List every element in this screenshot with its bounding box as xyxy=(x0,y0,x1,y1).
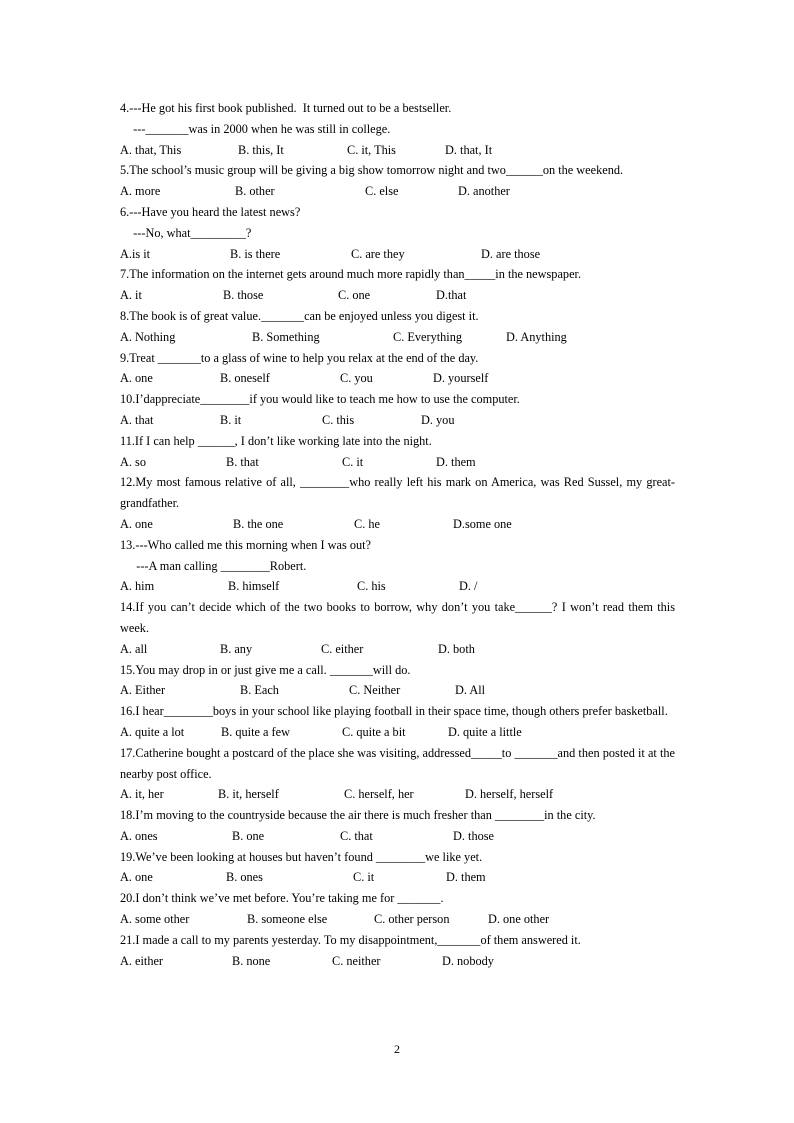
option-d: D. All xyxy=(455,683,486,698)
question-4-reply: ---_______was in 2000 when he was still in college. xyxy=(127,121,391,136)
question-14-stem: 14.If you can’t decide which of the two books to borrow, why don’t you take______? I won’t read them this week. xyxy=(120,600,679,635)
question-12-stem: 12.My most famous relative of all, ________who really left his mark on America, was Red Sussel, my great-grandfather. xyxy=(120,475,675,511)
option-d: D. Anything xyxy=(506,329,567,344)
option-b: B. one xyxy=(232,828,265,843)
option-a: A. one xyxy=(120,371,153,386)
option-c: C. Everything xyxy=(393,329,462,344)
question-10 xyxy=(120,389,675,431)
question-15-options xyxy=(120,680,675,701)
option-c: C. quite a bit xyxy=(342,724,406,739)
question-13-stem: 13.---Who called me this morning when I was out? xyxy=(120,537,371,552)
question-15-stem: 15.You may drop in or just give me a call. _______will do. xyxy=(120,662,411,677)
question-8-options xyxy=(120,327,675,348)
question-16-stem: 16.I hear________boys in your school like playing football in their space time, though others prefer basketball. xyxy=(120,704,668,719)
option-c: C. that xyxy=(340,828,373,843)
option-c: C. Neither xyxy=(349,683,401,698)
option-c: C. you xyxy=(340,371,373,386)
option-a: A. him xyxy=(120,579,155,594)
option-c: C. he xyxy=(354,516,380,531)
question-7-stem: 7.The information on the internet gets around much more rapidly than_____in the newspaper. xyxy=(120,267,582,282)
question-14-options xyxy=(120,639,675,660)
option-c: C. are they xyxy=(351,246,405,261)
question-17 xyxy=(120,743,679,805)
option-c: C. other person xyxy=(374,912,450,927)
question-21-options xyxy=(120,951,675,972)
question-18 xyxy=(120,805,675,847)
option-d: D. one other xyxy=(488,912,550,927)
option-d: D. both xyxy=(438,641,475,656)
option-b: B. quite a few xyxy=(221,724,290,739)
option-b: B. this, It xyxy=(238,142,284,157)
option-a: A. that xyxy=(120,412,154,427)
question-10-stem: 10.I’dappreciate________if you would like to teach me how to use the computer. xyxy=(120,392,520,407)
option-b: B. that xyxy=(226,454,259,469)
question-14 xyxy=(120,597,679,659)
option-a: A. it, her xyxy=(120,787,164,802)
question-18-stem: 18.I’m moving to the countryside because the air there is much fresher than ________in the city. xyxy=(120,808,596,823)
question-17-stem: 17.Catherine bought a postcard of the place she was visiting, addressed_____to _______and then posted it at the nearby post office. xyxy=(120,745,679,781)
question-16 xyxy=(120,701,675,743)
option-d: D. quite a little xyxy=(448,724,522,739)
option-b: B. is there xyxy=(230,246,281,261)
option-a: A. Nothing xyxy=(120,329,176,344)
question-10-options xyxy=(120,410,675,431)
question-5-stem: 5.The school’s music group will be giving a big show tomorrow night and two______on the weekend. xyxy=(120,163,624,178)
option-b: B. himself xyxy=(228,579,280,594)
option-d: D. / xyxy=(459,579,478,594)
option-c: C. it xyxy=(353,870,375,885)
question-8 xyxy=(120,306,675,348)
option-a: A. some other xyxy=(120,912,190,927)
option-d: D. nobody xyxy=(442,953,494,968)
question-12 xyxy=(120,472,675,534)
option-d: D. those xyxy=(453,828,494,843)
question-13 xyxy=(120,535,675,597)
option-c: C. herself, her xyxy=(344,787,414,802)
option-b: B. other xyxy=(235,184,275,199)
exercise-page xyxy=(120,98,679,971)
question-18-options xyxy=(120,826,675,847)
question-6-reply: ---No, what_________? xyxy=(127,225,252,240)
option-d: D. yourself xyxy=(433,371,489,386)
question-19 xyxy=(120,847,675,889)
option-a: A. all xyxy=(120,641,148,656)
question-9-options xyxy=(120,368,675,389)
option-c: C. either xyxy=(321,641,364,656)
option-a: A. Either xyxy=(120,683,166,698)
question-5 xyxy=(120,160,675,202)
question-21-stem: 21.I made a call to my parents yesterday. To my disappointment,_______of them answered it. xyxy=(120,932,581,947)
option-b: B. Something xyxy=(252,329,320,344)
option-b: B. ones xyxy=(226,870,263,885)
option-a: A. one xyxy=(120,870,153,885)
option-c: C. his xyxy=(357,579,386,594)
option-b: B. it, herself xyxy=(218,787,279,802)
question-20-options xyxy=(120,909,675,930)
option-b: B. someone else xyxy=(247,912,328,927)
option-a: A. it xyxy=(120,288,142,303)
question-5-options xyxy=(120,181,675,202)
option-d: D. you xyxy=(421,412,455,427)
option-d: D. them xyxy=(436,454,476,469)
question-4 xyxy=(120,98,675,160)
question-6-stem: 6.---Have you heard the latest news? xyxy=(120,204,301,219)
question-17-options xyxy=(120,784,675,805)
option-a: A. quite a lot xyxy=(120,724,185,739)
option-c: C. neither xyxy=(332,953,381,968)
question-7-options xyxy=(120,285,675,306)
option-c: C. it xyxy=(342,454,364,469)
question-8-stem: 8.The book is of great value._______can be enjoyed unless you digest it. xyxy=(120,308,479,323)
option-d: D. that, It xyxy=(445,142,493,157)
question-15 xyxy=(120,660,675,702)
question-11-options xyxy=(120,452,675,473)
option-a: A. that, This xyxy=(120,142,182,157)
option-d: D.that xyxy=(436,288,467,303)
option-b: B. the one xyxy=(233,516,284,531)
option-d: D. herself, herself xyxy=(465,787,554,802)
option-b: B. oneself xyxy=(220,371,270,386)
option-c: C. else xyxy=(365,184,399,199)
option-b: B. it xyxy=(220,412,242,427)
question-21 xyxy=(120,930,675,972)
option-c: C. one xyxy=(338,288,371,303)
question-19-stem: 19.We’ve been looking at houses but haven’t found ________we like yet. xyxy=(120,849,483,864)
question-20-stem: 20.I don’t think we’ve met before. You’re taking me for _______. xyxy=(120,891,444,906)
question-16-options xyxy=(120,722,675,743)
option-a: A.is it xyxy=(120,246,151,261)
option-a: A. more xyxy=(120,184,161,199)
option-a: A. so xyxy=(120,454,146,469)
question-4-options xyxy=(120,140,675,161)
option-d: D.some one xyxy=(453,516,512,531)
option-d: D. are those xyxy=(481,246,541,261)
question-6 xyxy=(120,202,675,264)
question-9 xyxy=(120,348,675,390)
option-b: B. none xyxy=(232,953,271,968)
question-11-stem: 11.If I can help ______, I don’t like working late into the night. xyxy=(120,433,432,448)
option-b: B. any xyxy=(220,641,253,656)
question-20 xyxy=(120,888,675,930)
option-a: A. ones xyxy=(120,828,158,843)
question-13-reply: ---A man calling ________Robert. xyxy=(127,558,307,573)
question-19-options xyxy=(120,867,675,888)
question-9-stem: 9.Treat _______to a glass of wine to help you relax at the end of the day. xyxy=(120,350,479,365)
option-a: A. either xyxy=(120,953,164,968)
option-c: C. this xyxy=(322,412,355,427)
question-6-options xyxy=(120,244,675,265)
option-a: A. one xyxy=(120,516,153,531)
question-11 xyxy=(120,431,675,473)
option-b: B. Each xyxy=(240,683,279,698)
option-d: D. another xyxy=(458,184,510,199)
question-7 xyxy=(120,264,675,306)
option-b: B. those xyxy=(223,288,264,303)
option-d: D. them xyxy=(446,870,486,885)
question-4-stem: 4.---He got his first book published. It turned out to be a bestseller. xyxy=(120,101,452,115)
question-13-options xyxy=(120,576,675,597)
question-12-options xyxy=(120,514,675,535)
page-number: 2 xyxy=(394,1042,400,1056)
option-c: C. it, This xyxy=(347,142,396,157)
